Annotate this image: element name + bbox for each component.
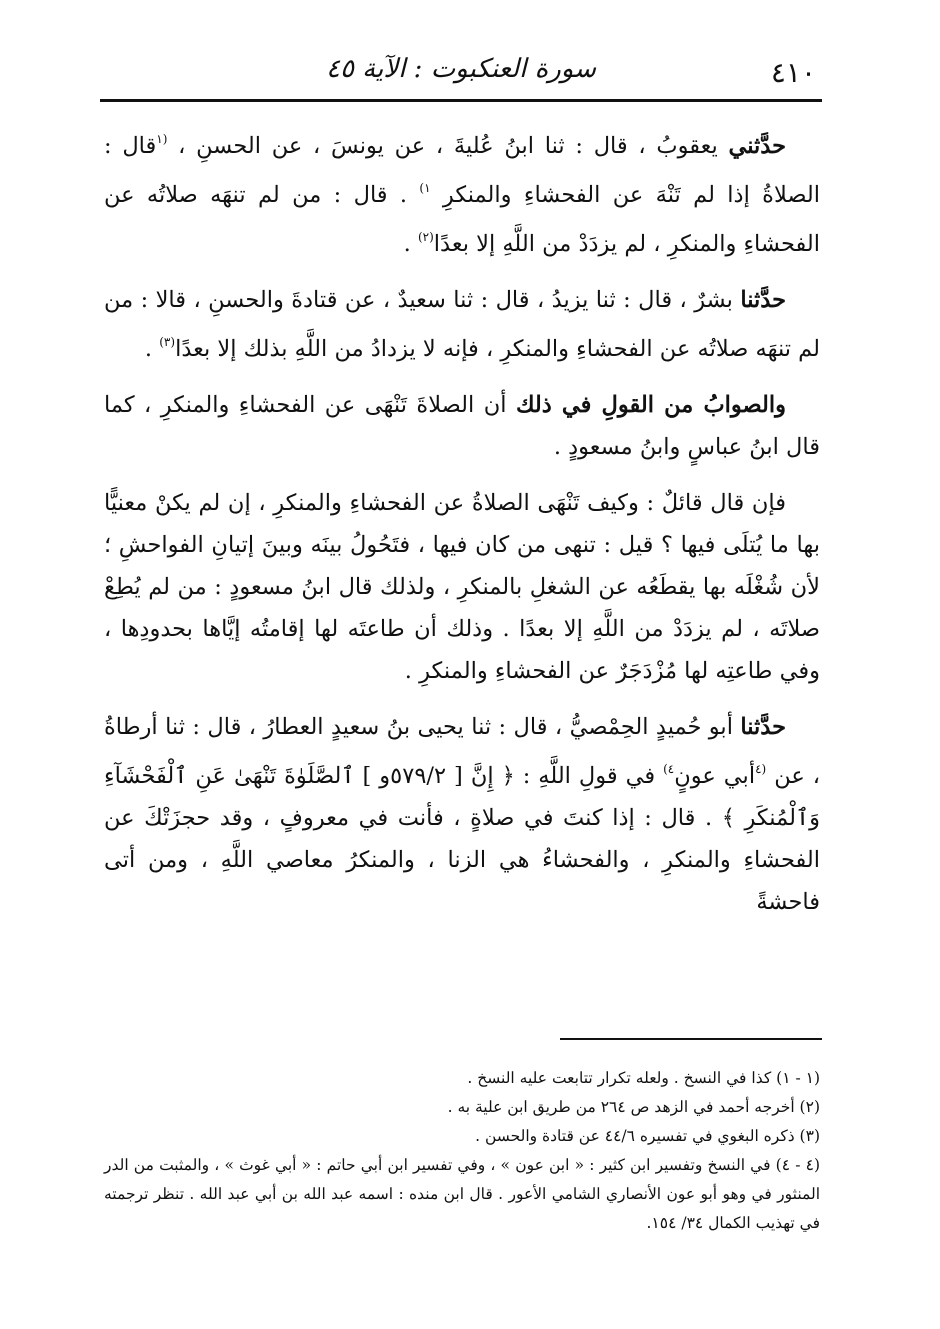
paragraph-lead: حدَّثنا <box>740 714 786 740</box>
footnote-4: (٤ - ٤) في النسخ وتفسير ابن كثير : « ابن عون » ، وفي تفسير ابن أبي حاتم : « أبي غوث » ، والمثبت من الدر المنثور في وهو أبو عون الأنصاري الشامي الأعور . قال ابن منده : اسمه عبد الله بن أبي عبد الله . تنظر ترجمته في تهذيب الكمال ٣٤/ ١٥٤. <box>104 1156 820 1232</box>
footnote-marker: (٣) <box>159 335 176 349</box>
footnote-2: (٢) أخرجه أحمد في الزهد ص ٢٦٤ من طريق ابن علية به . <box>447 1098 820 1116</box>
paragraph-text: أن الصلاةَ تَنْهَى عن الفحشاءِ والمنكرِ ، كما قال ابنُ عباسٍ وابنُ مسعودٍ . <box>104 392 820 460</box>
paragraph-text: يعقوبُ ، قال : ثنا ابنُ عُليةَ ، عن يونسَ ، عن الحسنِ ، <box>167 133 729 159</box>
footnote-marker: (٤ <box>755 762 767 776</box>
paragraph-text: . <box>403 231 418 257</box>
paragraph-text: بشرٌ ، قال : ثنا يزيدُ ، قال : ثنا سعيدٌ ، عن قتادةَ والحسنِ ، قالا : من لم تنهَه صلاتُه عن الفحشاءِ والمنكرِ ، فإنه لا يزدادُ من اللَّهِ بذلك إلا بعدًا <box>104 287 820 362</box>
footnotes <box>104 1064 820 1238</box>
paragraph-lead: والصوابُ من القولِ في ذلك <box>515 392 786 418</box>
paragraph-1 <box>104 118 820 265</box>
paragraph-text: أبو حُميدٍ الحِمْصيُّ ، قال : ثنا يحيى بنُ سعيدٍ العطارُ ، قال : ثنا أرطاةُ ، عن <box>104 714 820 789</box>
paragraph-text: . قال : من لم تنهَه صلاتُه عن الفحشاءِ والمنكرِ ، لم يزدَدْ من اللَّهِ إلا بعدًا <box>104 182 820 257</box>
paragraph-text: أبي عونٍ <box>674 763 756 789</box>
paragraph-text: . <box>144 336 160 362</box>
paragraph-text: قال : الصلاةُ إذا لم تَنْهَ عن الفحشاءِ والمنكرِ <box>104 133 821 208</box>
paragraph-text: في قولِ اللَّهِ : ﴿ إِنَّ [ ٥٧٩/٢و ] ٱلصَّلَوٰةَ تَنْهَىٰ عَنِ ٱلْفَحْشَآءِ وَٱلْمُنكَرِ ﴾ . قال : إذا كنتَ في صلاةٍ ، فأنت في معروفٍ ، وقد حجزَتْكَ عن الفحشاءِ والمنكرِ ، والفحشاءُ هي الزنا ، والمنكرُ معاصي اللَّهِ ، ومن أتى فاحشةً <box>104 763 820 915</box>
paragraph-text: فإن قال قائلٌ : وكيف تَنْهَى الصلاةُ عن الفحشاءِ والمنكرِ ، إن لم يكنْ معنيًّا بها ما يُتلَى فيها ؟ قيل : تنهى من كان فيها ، فتَحُولُ بينَه وبينَ إتيانِ الفواحشِ ؛ لأن شُغْلَه بها يقطَعُه عن الشغلِ بالمنكرِ ، ولذلك قال ابنُ مسعودٍ : من لم يُطِعْ صلاتَه ، لم يزدَدْ من اللَّهِ إلا بعدًا . وذلك أن طاعتَه لها إقامتُه إيَّاها بحدودِها ، وفي طاعتِه لها مُزْدَجَرٌ عن الفحشاءِ والمنكرِ . <box>104 490 820 684</box>
footnote-3: (٣) ذكره البغوي في تفسيره ٤٤/٦ عن قتادة والحسن . <box>475 1127 820 1145</box>
footnote-marker: ١) <box>419 181 431 195</box>
paragraph-3 <box>104 384 820 468</box>
paragraph-4 <box>104 482 820 692</box>
running-title: سورة العنكبوت : الآية ٤٥ <box>325 54 597 84</box>
paragraph-5 <box>104 706 820 923</box>
footnote-marker: ٤) <box>663 762 675 776</box>
header-rule <box>100 99 822 102</box>
page-number: ٤١٠ <box>770 56 816 89</box>
paragraph-lead: حدَّثنا <box>740 287 786 313</box>
main-text <box>104 118 820 937</box>
footnote-marker: (١ <box>156 132 168 146</box>
footnote-1: (١ - ١) كذا في النسخ . ولعله تكرار تتابعت عليه النسخ . <box>467 1069 820 1087</box>
footnote-marker: (٢) <box>417 230 434 244</box>
footnote-rule <box>560 1038 822 1040</box>
paragraph-2 <box>104 279 820 370</box>
paragraph-lead: حدَّثني <box>728 133 786 159</box>
page-header <box>100 48 822 96</box>
